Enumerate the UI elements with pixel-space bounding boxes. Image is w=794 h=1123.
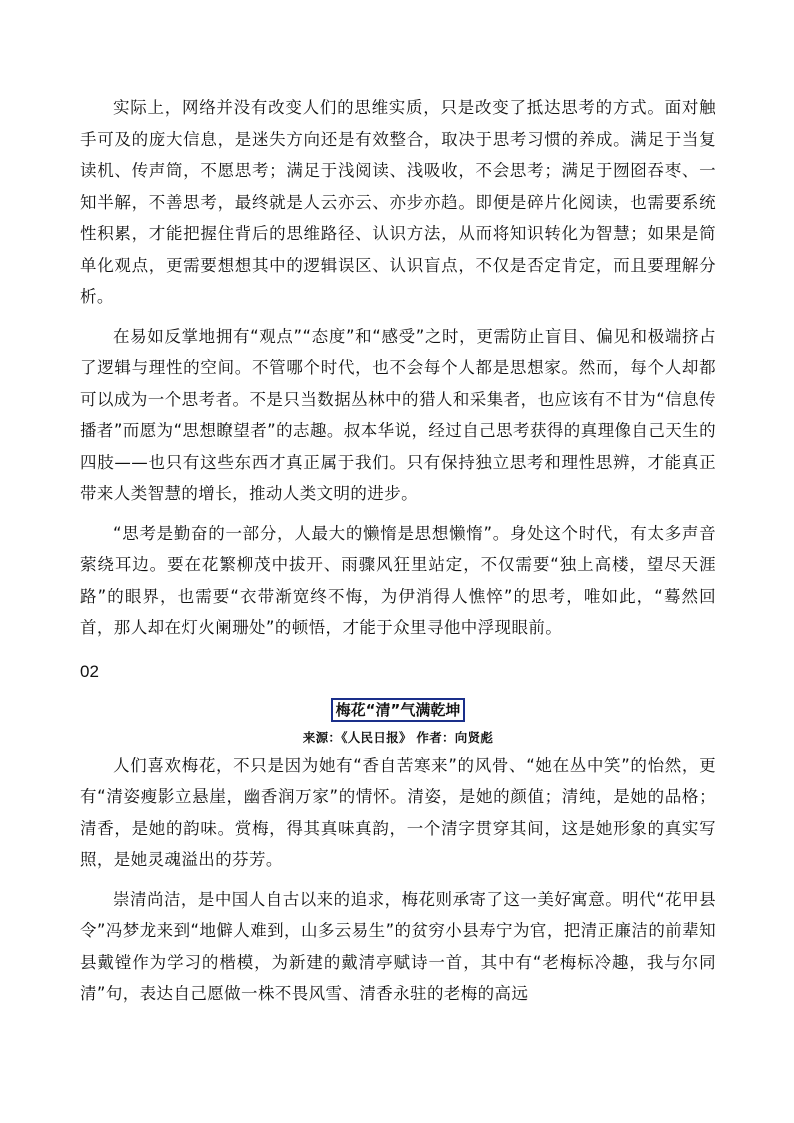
- body-paragraph: “思考是勤奋的一部分，人最大的懒惰是思想懒惰”。身处这个时代，有太多声音萦绕耳边。要在花繁柳茂中拔开、雨骤风狂里站定，不仅需要“独上高楼，望尽天涯路”的眼界，也需要“衣带渐宽终不悔，为伊消得人憔悴”的思考，唯如此，“蓦然回首，那人却在灯火阑珊处”的顿悟，才能于众里寻他中浮现眼前。: [80, 523, 716, 637]
- article-title-container: [80, 698, 716, 724]
- document-page: [80, 92, 716, 1010]
- article-byline: 来源：《人民日报》 作者：向贤彪: [302, 729, 494, 745]
- section-number: 02: [80, 661, 99, 681]
- body-paragraph: 人们喜欢梅花，不只是因为她有“香自苦寒来”的风骨、“她在丛中笑”的怡然，更有“清姿瘦影立悬崖，幽香润万家”的情怀。清姿，是她的颜值；清纯，是她的品格；清香，是她的韵味。赏梅，得其真味真韵，一个清字贯穿其间，这是她形象的真实写照，是她灵魂溢出的芬芳。: [80, 755, 716, 869]
- article-title: 梅花“清”气满乾坤: [331, 698, 466, 722]
- body-paragraph: 在易如反掌地拥有“观点”“态度”和“感受”之时，更需防止盲目、偏见和极端挤占了逻辑与理性的空间。不管哪个时代，也不会每个人都是思想家。然而，每个人却都可以成为一个思考者。不是只当数据丛林中的猎人和采集者，也应该有不甘为“信息传播者”而愿为“思想瞭望者”的志趣。叔本华说，经过自己思考获得的真理像自己天生的四肢——也只有这些东西才真正属于我们。只有保持独立思考和理性思辨，才能真正带来人类智慧的增长，推动人类文明的进步。: [80, 326, 716, 503]
- body-paragraph: 实际上，网络并没有改变人们的思维实质，只是改变了抵达思考的方式。面对触手可及的庞大信息，是迷失方向还是有效整合，取决于思考习惯的养成。满足于当复读机、传声筒，不愿思考；满足于浅阅读、浅吸收，不会思考；满足于囫囵吞枣、一知半解，不善思考，最终就是人云亦云、亦步亦趋。即便是碎片化阅读，也需要系统性积累，才能把握住背后的思维路径、认识方法，从而将知识转化为智慧；如果是简单化观点，更需要想想其中的逻辑误区、认识盲点，不仅是否定肯定，而且要理解分析。: [80, 98, 716, 306]
- body-paragraph: 崇清尚洁，是中国人自古以来的追求，梅花则承寄了这一美好寓意。明代“花甲县令”冯梦龙来到“地僻人难到，山多云易生”的贫穷小县寿宁为官，把清正廉洁的前辈知县戴镗作为学习的楷模，为新建的戴清亭赋诗一首，其中有“老梅标冷趣，我与尔同清”句，表达自己愿做一株不畏风雪、清香永驻的老梅的高远: [80, 889, 716, 1003]
